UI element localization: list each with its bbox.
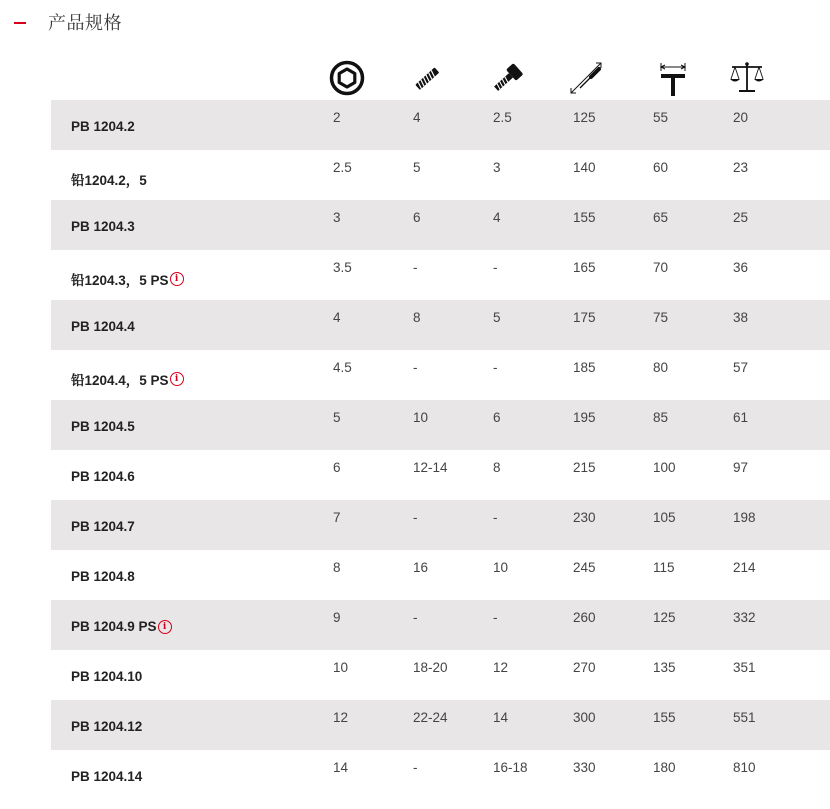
spec-value: 270	[573, 660, 596, 675]
product-name	[71, 119, 135, 134]
spec-value: 300	[573, 710, 596, 725]
product-name	[71, 219, 135, 234]
spec-value: 10	[493, 560, 509, 575]
spec-value: 6	[413, 210, 421, 225]
spec-value: 2.5	[333, 160, 352, 175]
product-name	[71, 369, 184, 389]
spec-value: 2	[333, 110, 341, 125]
spec-value: 6	[493, 410, 501, 425]
spec-value: 97	[733, 460, 749, 475]
spec-value: 10	[333, 660, 349, 675]
spec-value: 16	[413, 560, 429, 575]
spec-value: 810	[733, 760, 756, 775]
product-name	[71, 269, 184, 289]
spec-value: -	[413, 360, 418, 375]
spec-value: 8	[493, 460, 501, 475]
spec-value: -	[413, 260, 418, 275]
spec-value: -	[493, 510, 498, 525]
spec-value: 351	[733, 660, 756, 675]
spec-value: 214	[733, 560, 756, 575]
spec-value: 61	[733, 410, 749, 425]
spec-value: 12	[493, 660, 509, 675]
spec-value: 9	[333, 610, 341, 625]
table-row	[51, 250, 830, 300]
product-name-text: PB 1204.8	[71, 569, 135, 584]
spec-value: 180	[653, 760, 676, 775]
product-name-text: PB 1204.7	[71, 519, 135, 534]
spec-value: 4	[413, 110, 421, 125]
spec-value: 60	[653, 160, 669, 175]
product-name	[71, 769, 142, 784]
spec-value: 4.5	[333, 360, 352, 375]
spec-value: 2.5	[493, 110, 512, 125]
product-name	[71, 669, 142, 684]
product-name-text: 铅1204.2，5	[71, 173, 147, 188]
product-name-text: PB 1204.12	[71, 719, 143, 734]
spec-value: 230	[573, 510, 596, 525]
spec-value: 330	[573, 760, 596, 775]
spec-value: 140	[573, 160, 596, 175]
spec-value: 14	[333, 760, 349, 775]
spec-value: 38	[733, 310, 749, 325]
spec-value: 14	[493, 710, 509, 725]
spec-value: 23	[733, 160, 749, 175]
spec-value: 10	[413, 410, 429, 425]
spec-value: 125	[573, 110, 596, 125]
table-row	[51, 550, 830, 600]
cylinder-screw-icon	[408, 58, 448, 98]
info-icon[interactable]: i	[170, 272, 184, 286]
spec-value: 175	[573, 310, 596, 325]
spec-value: -	[493, 360, 498, 375]
column-icon-header	[0, 56, 830, 100]
product-name-text: PB 1204.9 PS	[71, 619, 157, 634]
spec-value: -	[413, 760, 418, 775]
spec-value: -	[413, 610, 418, 625]
spec-value: 5	[413, 160, 421, 175]
info-icon[interactable]: i	[170, 372, 184, 386]
spec-value: 105	[653, 510, 676, 525]
spec-value: 215	[573, 460, 596, 475]
spec-value: 12-14	[413, 460, 448, 475]
product-name-text: 铅1204.3，5 PS	[71, 273, 169, 288]
section-header	[14, 8, 122, 36]
accent-dash	[14, 22, 26, 24]
hex-key-size-icon	[327, 58, 367, 98]
table-row	[51, 350, 830, 400]
spec-value: 260	[573, 610, 596, 625]
spec-value: 12	[333, 710, 349, 725]
section-title: 产品规格	[48, 13, 122, 34]
table-row	[51, 450, 830, 500]
spec-value: 18-20	[413, 660, 448, 675]
table-row	[51, 750, 830, 800]
spec-value: 195	[573, 410, 596, 425]
spec-value: 25	[733, 210, 749, 225]
product-name-text: PB 1204.6	[71, 469, 135, 484]
spec-value: 4	[333, 310, 341, 325]
spec-value: 80	[653, 360, 669, 375]
table-row	[51, 600, 830, 650]
spec-value: 75	[653, 310, 669, 325]
spec-value: 3	[333, 210, 341, 225]
spec-value: 5	[333, 410, 341, 425]
info-icon[interactable]: i	[158, 620, 172, 634]
spec-value: -	[413, 510, 418, 525]
product-name	[71, 469, 135, 484]
table-row	[51, 200, 830, 250]
product-name	[71, 419, 135, 434]
table-row	[51, 300, 830, 350]
product-name	[71, 569, 135, 584]
spec-value: 3	[493, 160, 501, 175]
table-row	[51, 700, 830, 750]
spec-value: 245	[573, 560, 596, 575]
total-length-icon	[566, 58, 606, 98]
spec-value: 65	[653, 210, 669, 225]
spec-value: 8	[333, 560, 341, 575]
product-name-text: 铅1204.4，5 PS	[71, 373, 169, 388]
spec-value: 135	[653, 660, 676, 675]
spec-value: 20	[733, 110, 749, 125]
spec-value: 115	[653, 560, 675, 575]
product-name-text: PB 1204.4	[71, 319, 135, 334]
spec-value: -	[493, 260, 498, 275]
table-row	[51, 400, 830, 450]
weight-scale-icon	[727, 58, 767, 98]
spec-value: 7	[333, 510, 341, 525]
spec-value: 100	[653, 460, 676, 475]
spec-value: 8	[413, 310, 421, 325]
spec-value: 57	[733, 360, 749, 375]
spec-value: 5	[493, 310, 501, 325]
spec-value: 155	[573, 210, 596, 225]
table-row	[51, 150, 830, 200]
table-row	[51, 650, 830, 700]
spec-value: 85	[653, 410, 669, 425]
product-name	[71, 619, 172, 634]
spec-value: 155	[653, 710, 676, 725]
spec-value: -	[493, 610, 498, 625]
spec-table	[51, 100, 830, 800]
spec-value: 55	[653, 110, 669, 125]
product-name-text: PB 1204.14	[71, 769, 143, 784]
product-name-text: PB 1204.2	[71, 119, 135, 134]
spec-value: 185	[573, 360, 596, 375]
product-name-text: PB 1204.10	[71, 669, 143, 684]
product-name-text: PB 1204.3	[71, 219, 135, 234]
spec-value: 551	[733, 710, 756, 725]
t-handle-width-icon	[653, 58, 693, 98]
spec-value: 198	[733, 510, 756, 525]
product-name-text: PB 1204.5	[71, 419, 135, 434]
product-name	[71, 319, 135, 334]
spec-value: 36	[733, 260, 749, 275]
spec-value: 125	[653, 610, 676, 625]
spec-value: 16-18	[493, 760, 528, 775]
product-name	[71, 719, 142, 734]
spec-value: 3.5	[333, 260, 352, 275]
table-row	[51, 100, 830, 150]
spec-value: 165	[573, 260, 596, 275]
spec-value: 4	[493, 210, 501, 225]
spec-value: 70	[653, 260, 669, 275]
spec-value: 22-24	[413, 710, 448, 725]
spec-value: 6	[333, 460, 341, 475]
socket-head-screw-icon	[488, 58, 528, 98]
spec-value: 332	[733, 610, 756, 625]
product-name	[71, 519, 135, 534]
product-name	[71, 169, 147, 189]
table-row	[51, 500, 830, 550]
